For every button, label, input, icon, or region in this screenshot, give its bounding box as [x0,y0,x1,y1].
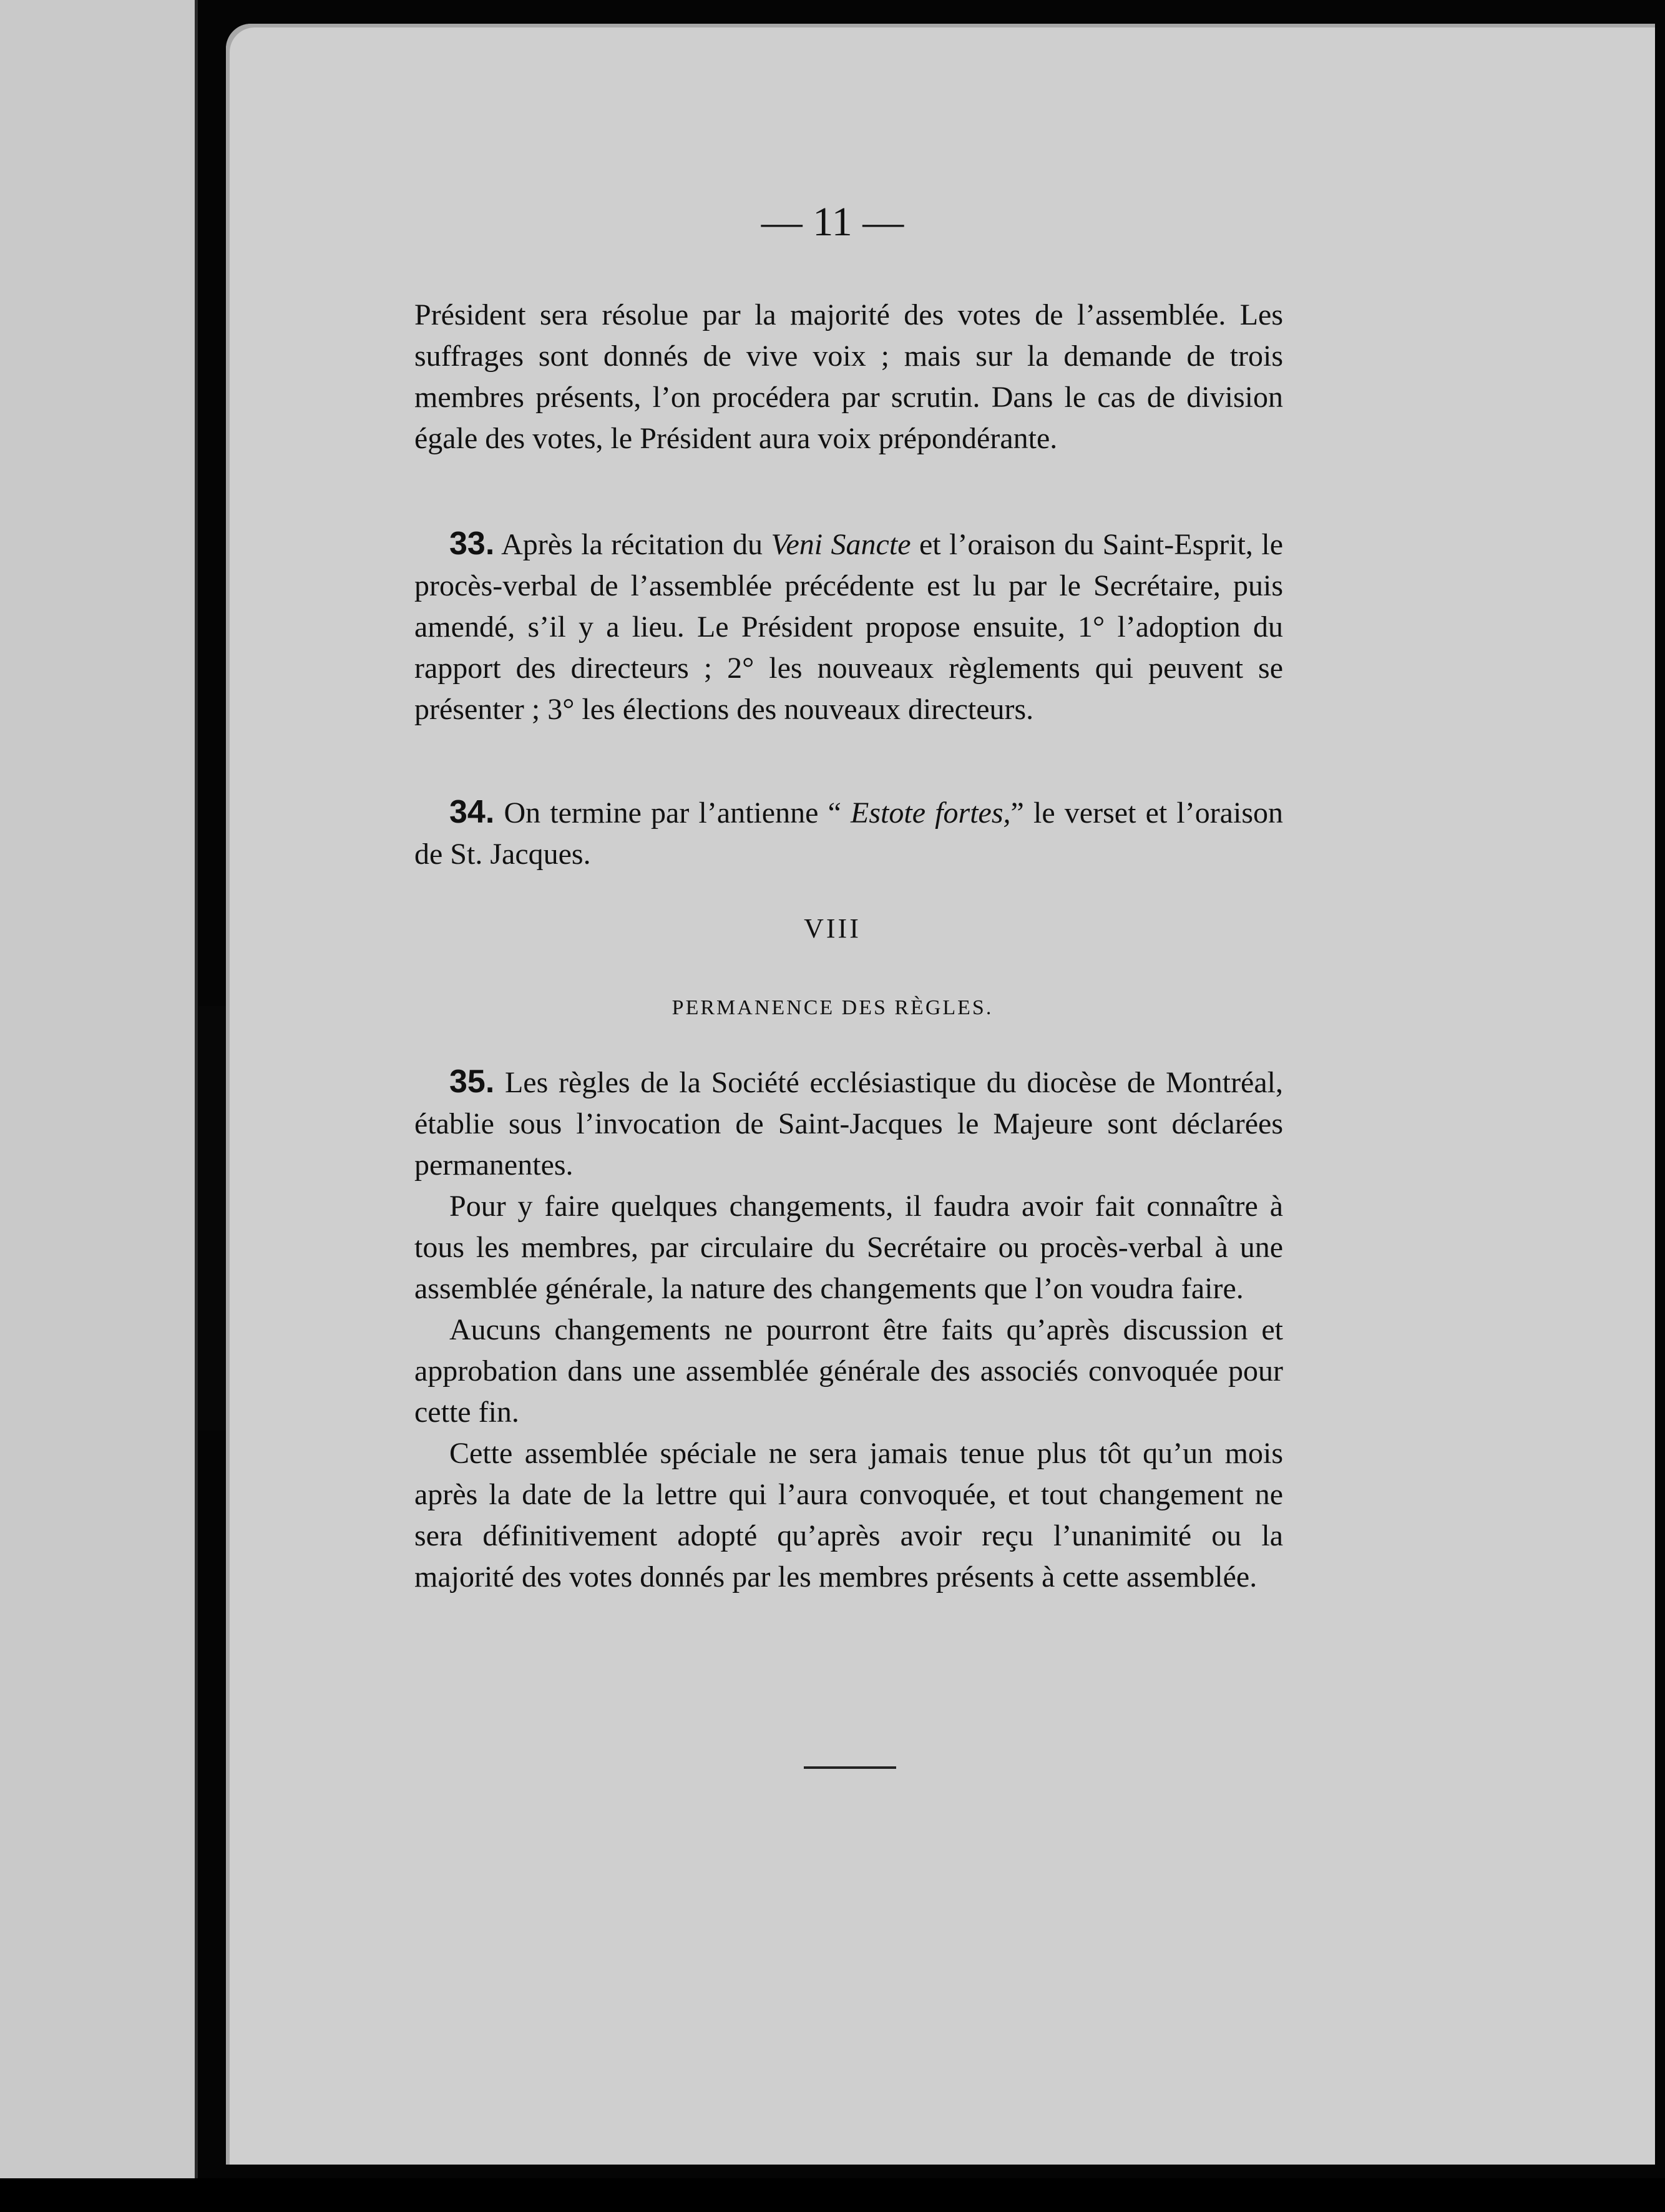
article-35-paragraph-3: Aucuns changements ne pourront être faits qu’après discussion et approbation dans une assemblée générale des associés convoquée pour cette fin. [414,1313,1283,1429]
article-italic: Veni Sancte [771,528,911,561]
section-number: VIII [804,913,861,944]
facing-page-edge [0,0,198,2180]
article-35-paragraph-2: Pour y faire quelques changements, il faudra avoir fait connaître à tous les membres, par circulaire du Secrétaire ou procès-verbal à une assemblée générale, la nature des changements que l’on voudra faire. [414,1190,1283,1305]
article-33-text [414,523,1283,730]
page-number: — 11 — [761,199,904,245]
end-rule [804,1766,896,1769]
article-text: et l’oraison du Saint-Esprit, le procès-verbal de l’assemblée précédente est lu par le Secrétaire, puis amendé, s’il y a lieu. Le Président propose ensuite, 1° l’adoption du rapport des directeurs ; 2° les nouveaux règlements qui peuvent se présenter ; 3° les élections des nouveaux directeurs. [414,528,1283,726]
article-number: 33. [449,526,495,562]
article-34-text [414,791,1283,875]
article-number: 34. [449,794,495,830]
paragraph-text: Président sera résolue par la majorité des votes de l’assemblée. Les suffrages sont donnés de vive voix ; mais sur la demande de trois membres présents, l’on procédera par scrutin. Dans le cas de division égale des votes, le Président aura voix prépondérante. [414,298,1283,455]
article-text: ” le verset et l’oraison de St. Jacques. [414,796,1284,871]
section-title: PERMANENCE DES RÈGLES. [671,996,994,1019]
paragraph-continued [414,295,1283,459]
article-35-text [414,1061,1283,1186]
article-33 [414,523,1283,730]
scan-border [0,2178,1665,2212]
article-34 [414,791,1283,875]
article-35 [414,1061,1283,1598]
article-text: On termine par l’antienne “ [494,796,851,830]
article-35-paragraph-4: Cette assemblée spéciale ne sera jamais tenue plus tôt qu’un mois après la date de la lettre qui l’aura convoquée, et tout changement ne sera définitivement adopté qu’après avoir reçu l’unanimité ou la majorité des votes donnés par les membres présents à cette assemblée. [414,1437,1283,1593]
article-italic: Estote fortes, [851,796,1011,830]
article-text: Après la récitation du [494,528,771,561]
article-number: 35. [449,1064,495,1100]
article-text: Les règles de la Société ecclésiastique du diocèse de Montréal, établie sous l’invocation de Saint-Jacques le Majeure sont déclarées permanentes. [414,1066,1283,1182]
